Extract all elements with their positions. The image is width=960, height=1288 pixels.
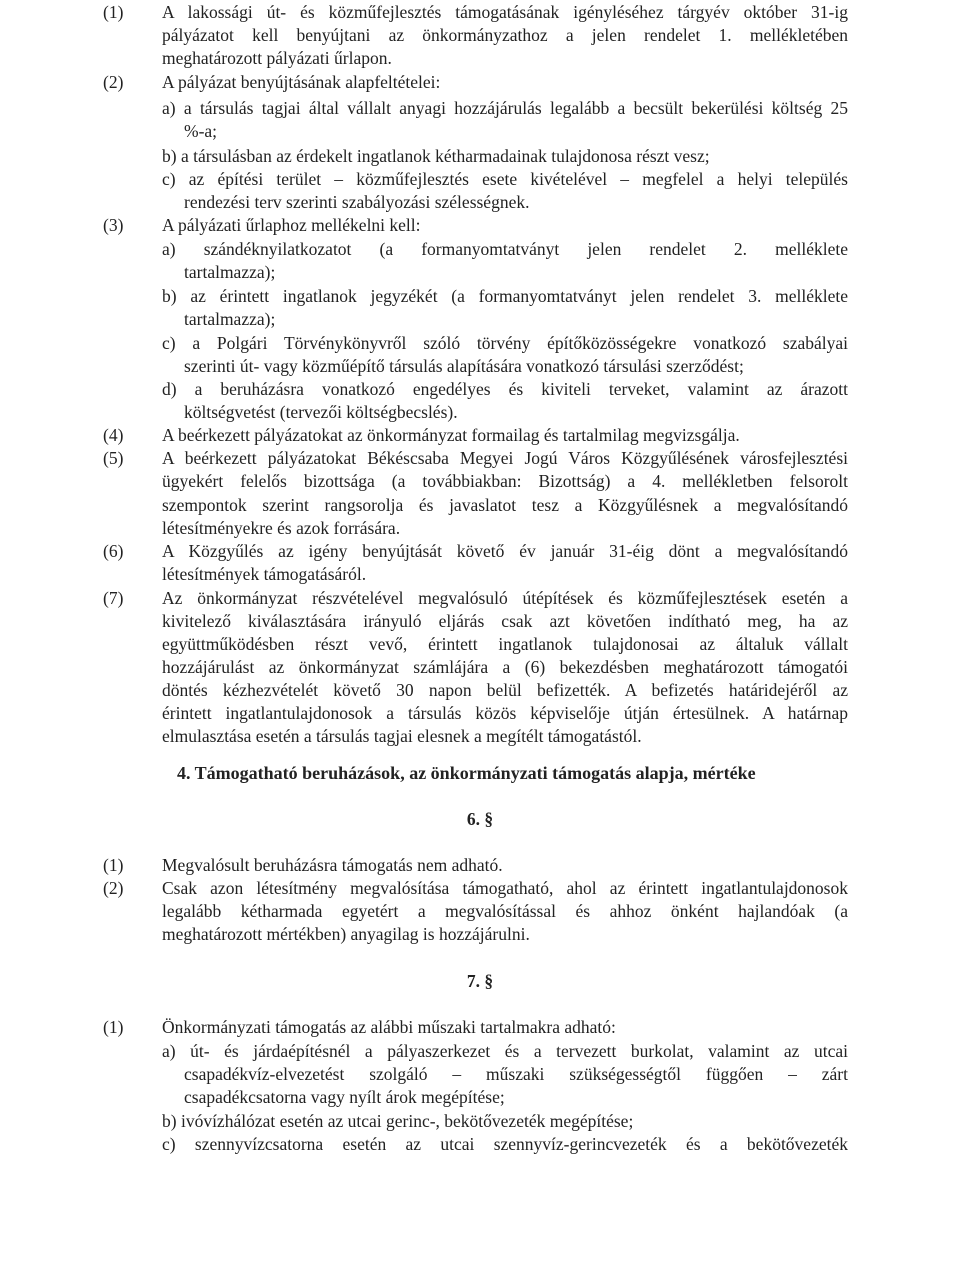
paragraph-line: hozzájárulást az önkormányzat számlájára a (6) bekezdésben meghatározott támogatói <box>162 657 848 677</box>
paragraph-line: A lakossági út- és közműfejlesztés támogatásának igényléséhez tárgyév október 31-ig <box>162 2 848 22</box>
paragraph-number: (1) <box>103 2 124 22</box>
paragraph-line: szempontok szerint rangsorolja és javaslatot tesz a Közgyűlésnek a megvalósítandó <box>162 495 848 515</box>
paragraph-line: létesítményekre és azok forrására. <box>162 518 401 538</box>
paragraph-line: meghatározott mértékben) anyagilag is hozzájárulni. <box>162 924 530 944</box>
paragraph-line: együttműködésben részt vevő, érintett ingatlanok tulajdonosai az általuk vállalt <box>162 634 848 654</box>
paragraph-number: (2) <box>103 72 124 92</box>
list-item-c: c) szennyvízcsatorna esetén az utcai szennyvíz-gerincvezeték és a bekötővezeték <box>162 1134 848 1154</box>
list-item-b-cont: tartalmazza); <box>184 309 276 329</box>
paragraph-line: A beérkezett pályázatokat Békéscsaba Megyei Jogú Város Közgyűlésének városfejlesztési <box>162 448 848 468</box>
paragraph-line: Csak azon létesítmény megvalósítása támogatható, ahol az érintett ingatlantulajdonosok <box>162 878 848 898</box>
list-item-a-cont: csapadékcsatorna vagy nyílt árok megépítése; <box>184 1087 505 1107</box>
paragraph-line: A beérkezett pályázatokat az önkormányzat formailag és tartalmilag megvizsgálja. <box>162 425 740 445</box>
list-item-c: c) az építési terület – közműfejlesztés esete kivételével – megfelel a helyi település <box>162 169 848 189</box>
paragraph-line: legalább kétharmada egyetért a megvalósítással és ahhoz önként hajlandóak (a <box>162 901 848 921</box>
paragraph-line: pályázatot kell benyújtani az önkormányzathoz a jelen rendelet 1. mellékletében <box>162 25 848 45</box>
list-item-c-cont: rendezési terv szerinti szabályozási szélességnek. <box>184 192 530 212</box>
paragraph-number: (6) <box>103 541 124 561</box>
paragraph-number: (1) <box>103 1017 124 1037</box>
paragraph-intro: A pályázati űrlaphoz mellékelni kell: <box>162 215 421 235</box>
list-item-a-cont: csapadékvíz-elvezetést szolgáló – műszaki szükségességtől függően – zárt <box>184 1064 848 1084</box>
paragraph-number: (5) <box>103 448 124 468</box>
list-item-a-cont: tartalmazza); <box>184 262 276 282</box>
paragraph-line: érintett ingatlantulajdonosok a társulás közös képviselője útján értesülnek. A határnap <box>162 703 848 723</box>
paragraph-number: (3) <box>103 215 124 235</box>
list-item-a-cont: %-a; <box>184 121 218 141</box>
list-item-a: a) szándéknyilatkozatot (a formanyomtatványt jelen rendelet 2. melléklete <box>162 239 848 259</box>
paragraph-line: Az önkormányzat részvételével megvalósuló útépítések és közműfejlesztések esetén a <box>162 588 848 608</box>
list-item-c: c) a Polgári Törvénykönyvről szóló törvény építőközösségekre vonatkozó szabályai <box>162 333 848 353</box>
paragraph-intro: Önkormányzati támogatás az alábbi műszaki tartalmakra adható: <box>162 1017 616 1037</box>
paragraph-line: meghatározott pályázati űrlapon. <box>162 48 392 68</box>
paragraph-line: ügyekért felelős bizottsága (a továbbiakban: Bizottság) a 4. mellékletben felsorolt <box>162 471 848 491</box>
paragraph-number: (2) <box>103 878 124 898</box>
paragraph-line: elmulasztása esetén a társulás tagjai elesnek a megítélt támogatástól. <box>162 726 642 746</box>
paragraph-line: Megvalósult beruházásra támogatás nem adható. <box>162 855 503 875</box>
list-item-b: b) ivóvízhálózat esetén az utcai gerinc-, bekötővezeték megépítése; <box>162 1111 634 1131</box>
paragraph-intro: A pályázat benyújtásának alapfeltételei: <box>162 72 441 92</box>
list-item-b: b) a társulásban az érdekelt ingatlanok kétharmadainak tulajdonosa részt vesz; <box>162 146 710 166</box>
paragraph-number: (7) <box>103 588 124 608</box>
paragraph-number: (4) <box>103 425 124 445</box>
paragraph-line: kivitelező kiválasztására irányuló eljárás csak azt követően indítható meg, ha az <box>162 611 848 631</box>
section-title: 6. § <box>466 809 494 829</box>
list-item-d-cont: költségvetést (tervezői költségbecslés). <box>184 402 458 422</box>
list-item-b: b) az érintett ingatlanok jegyzékét (a formanyomtatványt jelen rendelet 3. melléklete <box>162 286 848 306</box>
list-item-d: d) a beruházásra vonatkozó engedélyes és kiviteli terveket, valamint az árazott <box>162 379 848 399</box>
paragraph-number: (1) <box>103 855 124 875</box>
paragraph-line: A Közgyűlés az igény benyújtását követő év január 31-éig dönt a megvalósítandó <box>162 541 848 561</box>
paragraph-line: létesítmények támogatásáról. <box>162 564 367 584</box>
section-heading: 4. Támogatható beruházások, az önkormányzati támogatás alapja, mértéke <box>177 763 756 783</box>
list-item-a: a) út- és járdaépítésnél a pályaszerkezet és a tervezett burkolat, valamint az utcai <box>162 1041 848 1061</box>
list-item-a: a) a társulás tagjai által vállalt anyagi hozzájárulás legalább a becsült bekerülési költség 25 <box>162 98 848 118</box>
list-item-c-cont: szerinti út- vagy közműépítő társulás alapítására vonatkozó társulási szerződést; <box>184 356 744 376</box>
section-title: 7. § <box>466 971 494 991</box>
paragraph-line: döntés kézhezvételét követő 30 napon belül befizették. A befizetés határidejéről az <box>162 680 848 700</box>
